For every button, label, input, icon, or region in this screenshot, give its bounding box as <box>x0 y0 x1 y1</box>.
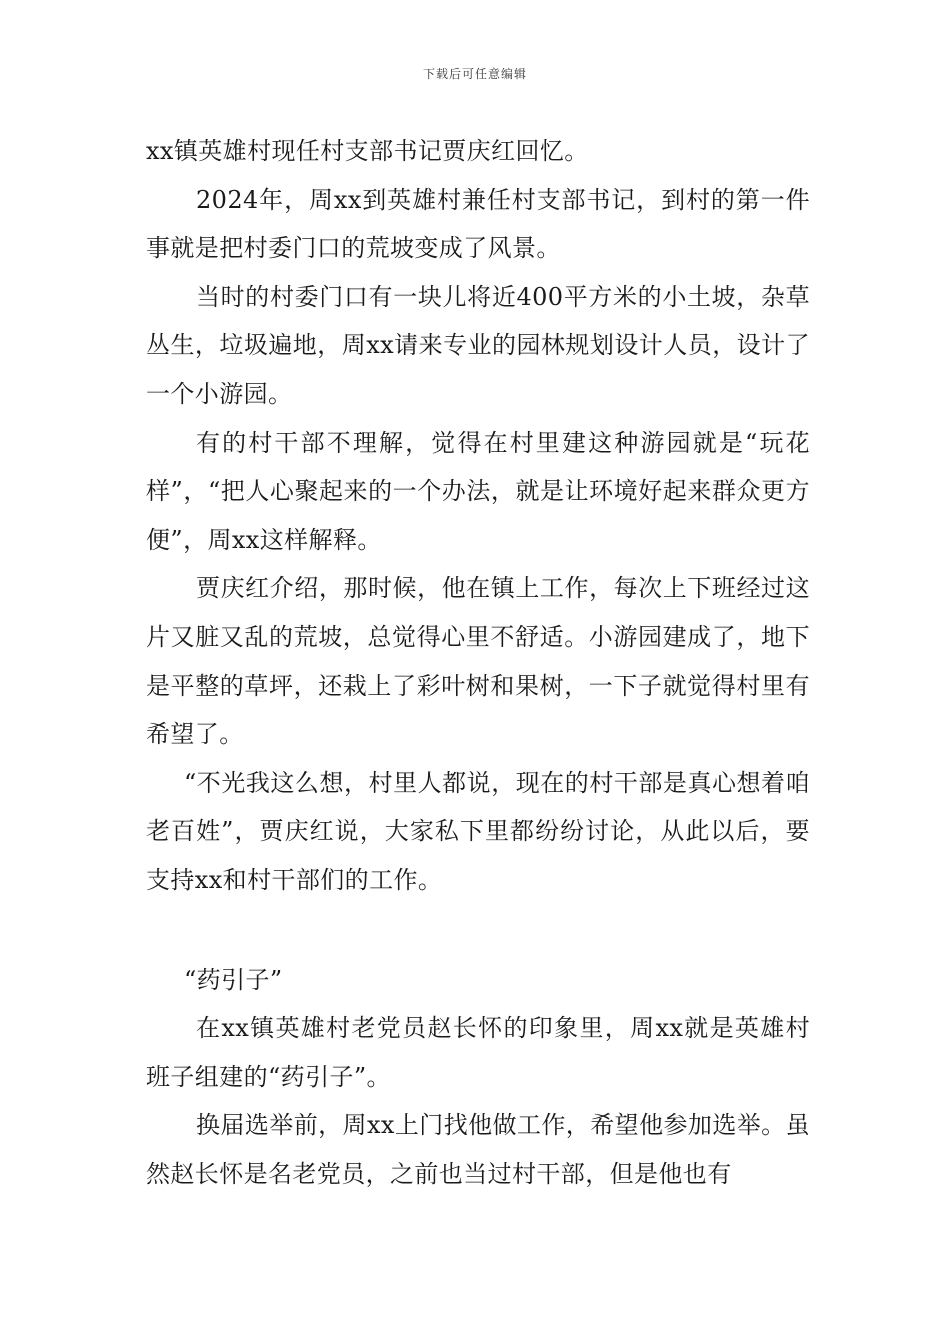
paragraph-6: “不光我这么想，村里人都说，现在的村干部是真心想着咱老百姓”，贾庆红说，大家私下里都纷纷讨论，从此以后，要支持xx和村干部们的工作。 <box>146 768 810 894</box>
paragraph-2: 2024年，周xx到英雄村兼任村支部书记，到村的第一件事就是把村委门口的荒坡变成了风景。 <box>146 185 810 263</box>
paragraph-3: 当时的村委门口有一块儿将近400平方米的小土坡，杂草丛生，垃圾遍地，周xx请来专业的园林规划设计人员，设计了一个小游园。 <box>146 282 810 408</box>
section-gap <box>146 905 810 956</box>
paragraph-7: 在xx镇英雄村老党员赵长怀的印象里，周xx就是英雄村班子组建的“药引子”。 <box>146 1014 810 1091</box>
section-heading: “药引子” <box>184 965 283 994</box>
document-body <box>146 127 810 1198</box>
paragraph-5: 贾庆红介绍，那时候，他在镇上工作，每次上下班经过这片又脏又乱的荒坡，总觉得心里不舒适。小游园建成了，地下是平整的草坪，还栽上了彩叶树和果树，一下子就觉得村里有希望了。 <box>146 574 810 749</box>
page-header: 下载后可任意编辑 <box>422 67 527 81</box>
paragraph-4: 有的村干部不理解，觉得在村里建这种游园就是“玩花样”，“把人心聚起来的一个办法，就是让环境好起来群众更方便”，周xx这样解释。 <box>146 428 810 554</box>
paragraph-1: xx镇英雄村现任村支部书记贾庆红回忆。 <box>146 137 589 165</box>
paragraph-8: 换届选举前，周xx上门找他做工作，希望他参加选举。虽然赵长怀是名老党员，之前也当过村干部，但是他也有 <box>146 1111 810 1188</box>
